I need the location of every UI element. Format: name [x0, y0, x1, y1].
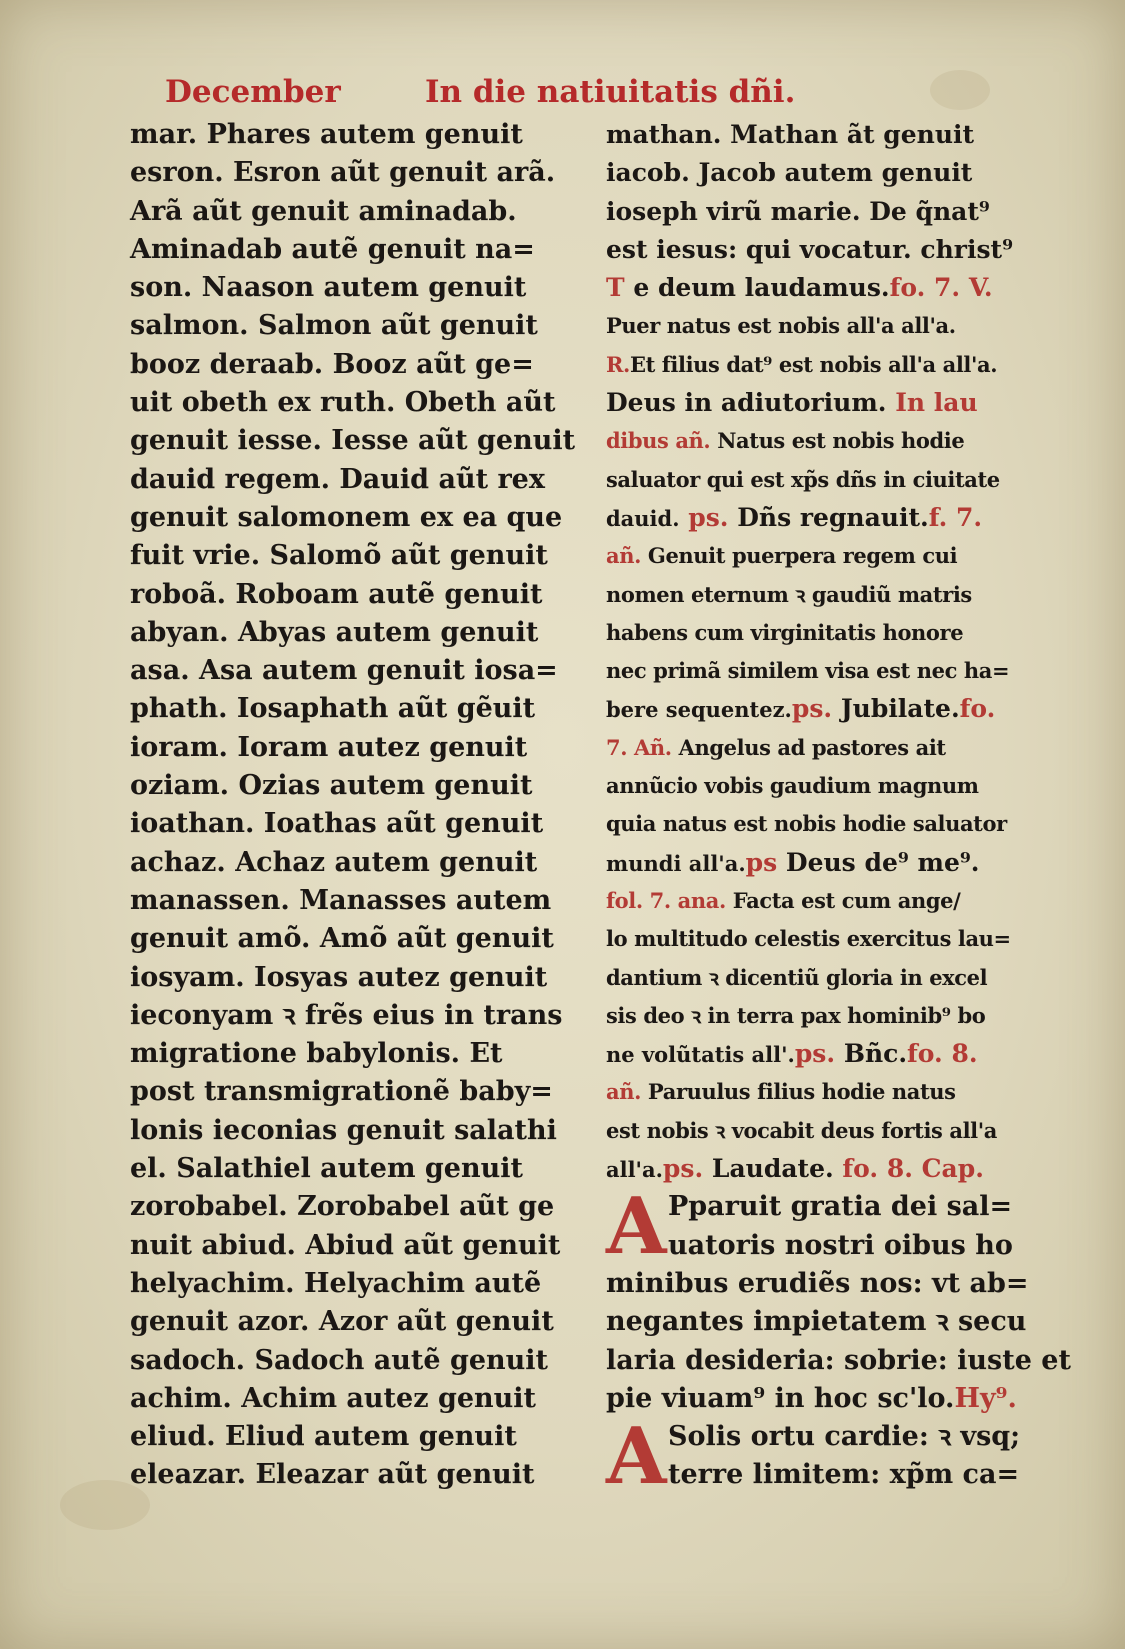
text-line: [606, 422, 1052, 460]
text-span: Dñs regnauit.: [737, 502, 929, 532]
rubric: ps.: [794, 1039, 836, 1069]
text-line: [606, 1227, 1052, 1265]
rubric: ps: [745, 847, 778, 877]
text-line: achim. Achim autez genuit: [130, 1382, 536, 1414]
rubric: ps.: [662, 1154, 704, 1184]
text-line: salmon. Salmon aũt genuit: [130, 310, 538, 342]
text-line: genuit azor. Azor aũt genuit: [130, 1306, 554, 1338]
text-span: Paruulus filius hodie natus: [647, 1079, 956, 1105]
text-span: terre limitem: xp̃m ca=: [668, 1459, 1020, 1491]
text-span: Solis ortu cardie: ꝛ vsq;: [668, 1421, 1021, 1453]
text-span: uatoris nostri oibus ho: [668, 1229, 1013, 1261]
rubric: ps.: [791, 694, 833, 724]
text-span: Pparuit gratia dei sal=: [668, 1191, 1013, 1223]
text-line: asa. Asa autem genuit iosa=: [130, 655, 558, 687]
text-line: Puer natus est nobis all'a all'a.: [606, 313, 956, 339]
text-line: [606, 537, 1052, 575]
page-header: [165, 74, 1015, 118]
text-line: nuit abiud. Abiud aũt genuit: [130, 1229, 561, 1261]
rubric: fol. 7. ana.: [606, 887, 726, 913]
text-line: [606, 499, 1052, 537]
text-span: Natus est nobis hodie: [717, 428, 965, 454]
text-span: Angelus ad pastores ait: [678, 734, 946, 760]
text-line: sis deo ꝛ in terra pax hominib⁹ bo: [606, 1002, 986, 1028]
text-line: Aminadab autẽ genuit na=: [130, 233, 535, 265]
text-line: Arã aũt genuit aminadab.: [130, 195, 517, 227]
text-line: [606, 1380, 1052, 1418]
text-line: est nobis ꝛ vocabit deus fortis all'a: [606, 1117, 997, 1143]
text-line: abyan. Abyas autem genuit: [130, 616, 539, 648]
rubric: añ.: [606, 1079, 641, 1105]
rubric: añ.: [606, 543, 641, 569]
text-line: [606, 1035, 1052, 1073]
text-line: phath. Iosaphath aũt gẽuit: [130, 693, 536, 725]
text-line: achaz. Achaz autem genuit: [130, 846, 538, 878]
text-line: annũcio vobis gaudium magnum: [606, 773, 979, 799]
text-line: genuit iesse. Iesse aũt genuit: [130, 425, 576, 457]
text-line: [606, 1073, 1052, 1111]
text-line: iosyam. Iosyas autez genuit: [130, 961, 548, 993]
text-span: Et filius dat⁹ est nobis all'a all'a.: [629, 351, 998, 377]
text-line: lo multitudo celestis exercitus lau=: [606, 926, 1011, 952]
text-span: mundi all'a.: [606, 850, 746, 876]
rubric: fo. 8. Cap.: [842, 1154, 984, 1184]
text-span: dauid.: [606, 505, 680, 531]
text-line: nomen eternum ꝛ gaudiũ matris: [606, 581, 972, 607]
drop-initial: A: [606, 1181, 667, 1273]
text-line: ieconyam ꝛ frẽs eius in trans: [130, 999, 563, 1031]
month-heading: December: [165, 74, 341, 110]
text-line: saluator qui est xp̃s dñs in ciuitate: [606, 466, 1000, 492]
text-line: [606, 882, 1052, 920]
text-line: eliud. Eliud autem genuit: [130, 1421, 517, 1453]
text-line: [606, 1456, 1052, 1494]
text-span: Jubilate.: [840, 694, 960, 724]
rubric: fo.: [959, 694, 996, 724]
text-line: oziam. Ozias autem genuit: [130, 770, 533, 802]
text-line: helyachim. Helyachim autẽ: [130, 1267, 542, 1299]
text-line: zorobabel. Zorobabel aũt ge: [130, 1191, 555, 1223]
text-line: genuit amõ. Amõ aũt genuit: [130, 923, 554, 955]
text-line: lonis ieconias genuit salathi: [130, 1114, 557, 1146]
text-line: [606, 1150, 1052, 1188]
rubric: In lau: [895, 388, 978, 418]
text-span: Genuit puerpera regem cui: [647, 543, 958, 569]
text-line: negantes impietatem ꝛ secu: [606, 1306, 1027, 1338]
text-line: mar. Phares autem genuit: [130, 119, 523, 150]
text-line: dantium ꝛ dicentiũ gloria in excel: [606, 964, 988, 990]
text-line: [606, 690, 1052, 728]
text-span: Deus in adiutorium.: [606, 388, 887, 418]
text-line: ioram. Ioram autez genuit: [130, 731, 528, 763]
rubric: R.: [606, 351, 630, 377]
rubric: dibus añ.: [606, 428, 711, 454]
text-line: manassen. Manasses autem: [130, 884, 552, 916]
text-span: ne volũtatis all'.: [606, 1042, 795, 1068]
text-span: e deum laudamus.: [633, 273, 890, 303]
text-line: [606, 269, 1052, 307]
text-line: minibus erudiẽs nos: vt ab=: [606, 1267, 1029, 1299]
feast-heading: In die natiuitatis dñi.: [425, 74, 796, 110]
left-column: [130, 116, 580, 1495]
text-line: iacob. Jacob autem genuit: [606, 158, 973, 188]
text-line: eleazar. Eleazar aũt genuit: [130, 1459, 535, 1491]
text-line: [606, 844, 1052, 882]
text-line: est iesus: qui vocatur. christ⁹: [606, 234, 1014, 264]
text-line: habens cum virginitatis honore: [606, 619, 964, 645]
text-line: ioseph virũ marie. De q̃nat⁹: [606, 196, 990, 226]
text-span: pie viuam⁹ in hoc sc'lo.: [606, 1382, 955, 1414]
text-line: esron. Esron aũt genuit arã.: [130, 157, 556, 189]
text-span: bere sequentez.: [606, 697, 792, 723]
text-line: roboã. Roboam autẽ genuit: [130, 578, 543, 610]
rubric: T: [606, 273, 625, 303]
text-line: migratione babylonis. Et: [130, 1038, 503, 1070]
text-line: genuit salomonem ex ea que: [130, 501, 563, 533]
text-span: Laudate.: [711, 1154, 834, 1184]
text-line: laria desideria: sobrie: iuste et: [606, 1344, 1071, 1376]
text-line: [606, 346, 1052, 384]
text-line: booz deraab. Booz aũt ge=: [130, 348, 534, 380]
rubric: f. 7.: [928, 502, 983, 532]
right-column: [606, 116, 1071, 1503]
text-line: ioathan. Ioathas aũt genuit: [130, 808, 544, 840]
text-span: Facta est cum ange/: [732, 887, 961, 913]
text-line: post transmigrationẽ baby=: [130, 1076, 553, 1108]
drop-initial: A: [606, 1411, 667, 1503]
text-span: Bñc.: [843, 1039, 908, 1069]
rubric: fo. 7. V.: [889, 273, 993, 303]
rubric: 7. Añ.: [606, 734, 672, 760]
rubric: Hy⁹.: [954, 1382, 1017, 1414]
text-line: dauid regem. Dauid aũt rex: [130, 463, 545, 495]
text-span: all'a.: [606, 1157, 663, 1183]
rubric: fo. 8.: [907, 1039, 978, 1069]
text-line: nec primã similem visa est nec ha=: [606, 658, 1010, 684]
rubric: ps.: [688, 502, 729, 532]
text-line: sadoch. Sadoch autẽ genuit: [130, 1344, 549, 1376]
text-line: mathan. Mathan ãt genuit: [606, 120, 975, 149]
text-line: fuit vrie. Salomõ aũt genuit: [130, 540, 548, 572]
text-line: quia natus est nobis hodie saluator: [606, 811, 1007, 837]
text-line: [606, 729, 1052, 767]
text-span: Deus de⁹ me⁹.: [785, 847, 980, 877]
text-line: el. Salathiel autem genuit: [130, 1153, 523, 1185]
text-line: [606, 384, 1052, 422]
text-line: son. Naason autem genuit: [130, 272, 527, 304]
text-line: uit obeth ex ruth. Obeth aũt: [130, 387, 556, 419]
